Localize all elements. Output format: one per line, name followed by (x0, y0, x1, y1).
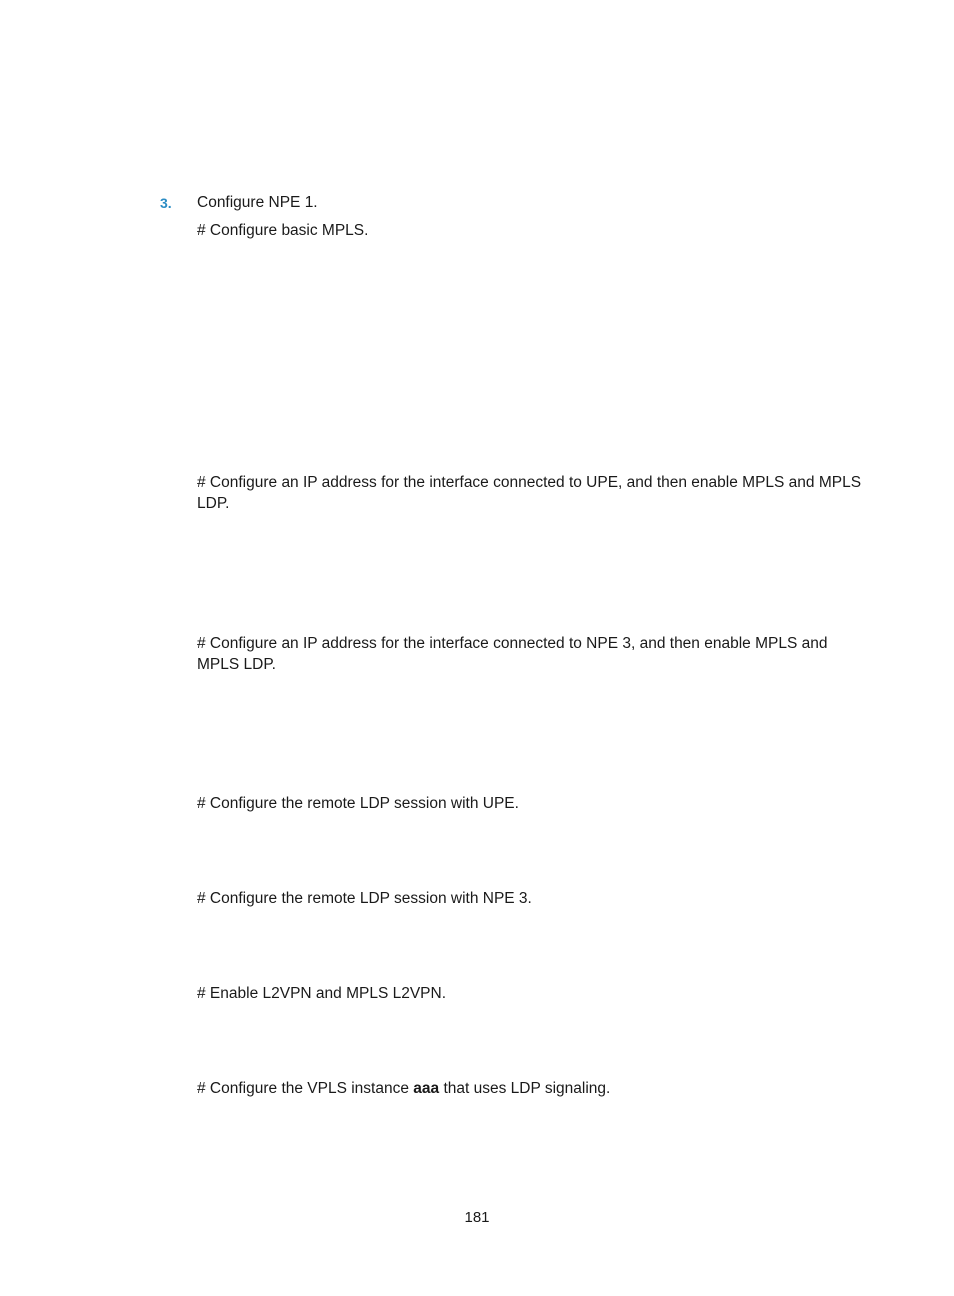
vpls-prefix: # Configure the VPLS instance (197, 1080, 414, 1097)
step-title: Configure NPE 1. (197, 194, 318, 211)
comment-remote-ldp-npe3: # Configure the remote LDP session with NPE 3. (197, 890, 532, 907)
comment-npe3-interface: # Configure an IP address for the interface connected to NPE 3, and then enable MPLS and MPLS LDP. (197, 635, 828, 673)
comment-basic-mpls: # Configure basic MPLS. (197, 222, 369, 239)
comment-upe-interface: # Configure an IP address for the interface connected to UPE, and then enable MPLS and MPLS LDP. (197, 474, 862, 512)
page-number: 181 (464, 1209, 490, 1226)
vpls-suffix: that uses LDP signaling. (439, 1080, 611, 1097)
comment-vpls-instance (197, 1078, 869, 1099)
vpls-instance-name: aaa (413, 1080, 440, 1097)
step-number: 3. (160, 195, 172, 211)
comment-remote-ldp-upe: # Configure the remote LDP session with UPE. (197, 795, 519, 812)
comment-enable-l2vpn: # Enable L2VPN and MPLS L2VPN. (197, 985, 447, 1002)
